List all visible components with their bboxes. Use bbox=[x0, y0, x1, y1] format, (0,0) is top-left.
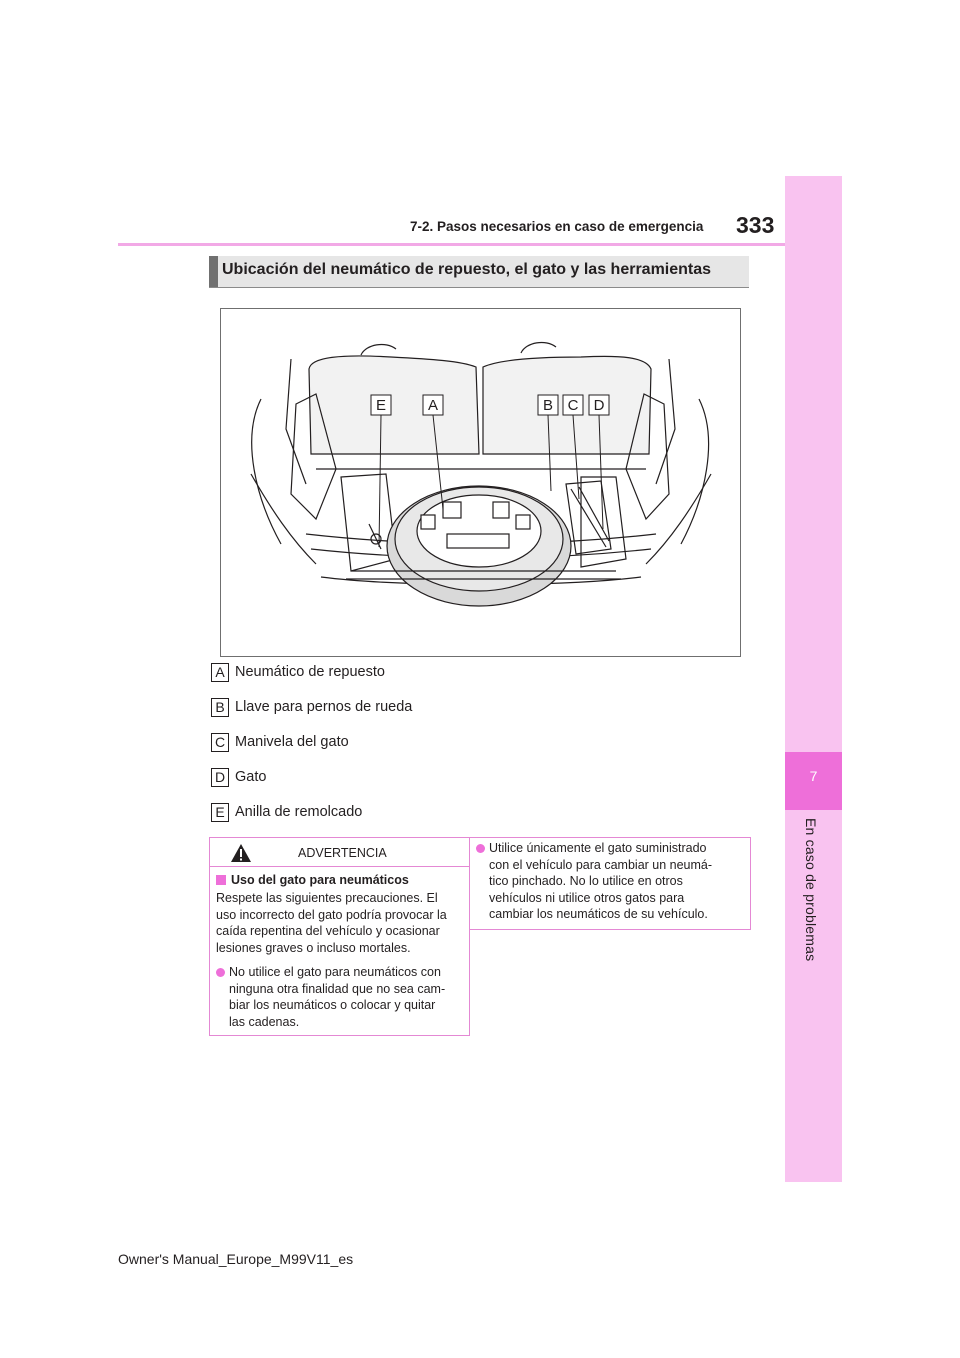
callout-c bbox=[563, 395, 583, 415]
section-title-bar bbox=[209, 256, 749, 288]
warning-header bbox=[210, 838, 469, 867]
section-title-accent bbox=[209, 256, 218, 287]
chapter-side-tab bbox=[785, 176, 842, 1182]
footer-manual-id: Owner's Manual_Europe_M99V11_es bbox=[118, 1251, 354, 1267]
legend-text: Manivela del gato bbox=[235, 734, 349, 750]
warning-bullet-2: Utilice únicamente el gato suministrado con el vehículo para cambiar un neumá- tico pinchado. No lo utilice en otros vehículos ni utilice otros gatos para cambiar los neumáticos de su vehículo. bbox=[489, 841, 713, 921]
warning-right-blank bbox=[470, 930, 751, 1036]
callout-e bbox=[371, 395, 391, 415]
legend-text: Anilla de remolcado bbox=[235, 804, 363, 820]
legend-letter: C bbox=[211, 733, 229, 752]
svg-text:D: D bbox=[593, 397, 605, 414]
legend-item-c bbox=[211, 732, 349, 752]
bullet-icon bbox=[476, 844, 485, 853]
legend-item-a bbox=[211, 662, 385, 682]
legend-item-d bbox=[211, 767, 266, 787]
warning-divider bbox=[469, 838, 470, 1035]
legend-letter: A bbox=[211, 663, 229, 682]
svg-text:B: B bbox=[542, 397, 554, 414]
chapter-number: 7 bbox=[809, 768, 818, 784]
square-bullet-icon bbox=[216, 875, 226, 885]
warning-box bbox=[209, 837, 751, 1036]
legend-letter: E bbox=[211, 803, 229, 822]
bullet-icon bbox=[216, 968, 225, 977]
chapter-label: En caso de problemas bbox=[803, 818, 819, 962]
legend-text: Llave para pernos de rueda bbox=[235, 699, 413, 715]
warning-triangle-icon bbox=[230, 843, 252, 863]
legend-item-b bbox=[211, 697, 412, 717]
legend-letter: B bbox=[211, 698, 229, 717]
legend-text: Neumático de repuesto bbox=[235, 664, 385, 680]
svg-text:C: C bbox=[567, 397, 579, 414]
header-rule bbox=[118, 243, 785, 246]
section-path: 7-2. Pasos necesarios en caso de emergencia bbox=[410, 219, 704, 234]
svg-text:A: A bbox=[427, 397, 439, 414]
callout-d bbox=[589, 395, 609, 415]
warning-right-bottom-rule bbox=[470, 929, 750, 930]
page-number: 333 bbox=[736, 212, 775, 238]
warning-intro: Respete las siguientes precauciones. El uso incorrecto del gato podría provocar la caída repentina del vehículo y ocasionar lesiones graves o incluso mortales. bbox=[216, 891, 447, 955]
callout-a bbox=[423, 395, 443, 415]
warning-subheading: Uso del gato para neumáticos bbox=[216, 872, 409, 889]
legend-letter: D bbox=[211, 768, 229, 787]
section-title: Ubicación del neumático de repuesto, el gato y las herramientas bbox=[222, 261, 712, 278]
svg-text:E: E bbox=[375, 397, 387, 414]
warning-bullet-1: No utilice el gato para neumáticos con ninguna otra finalidad que no sea cam- biar los neumáticos o colocar y quitar las cadenas. bbox=[229, 965, 446, 1029]
callout-b bbox=[538, 395, 558, 415]
trunk-illustration bbox=[220, 308, 741, 657]
legend-item-e bbox=[211, 802, 362, 822]
legend-text: Gato bbox=[235, 769, 267, 785]
warning-title: ADVERTENCIA bbox=[298, 846, 387, 860]
